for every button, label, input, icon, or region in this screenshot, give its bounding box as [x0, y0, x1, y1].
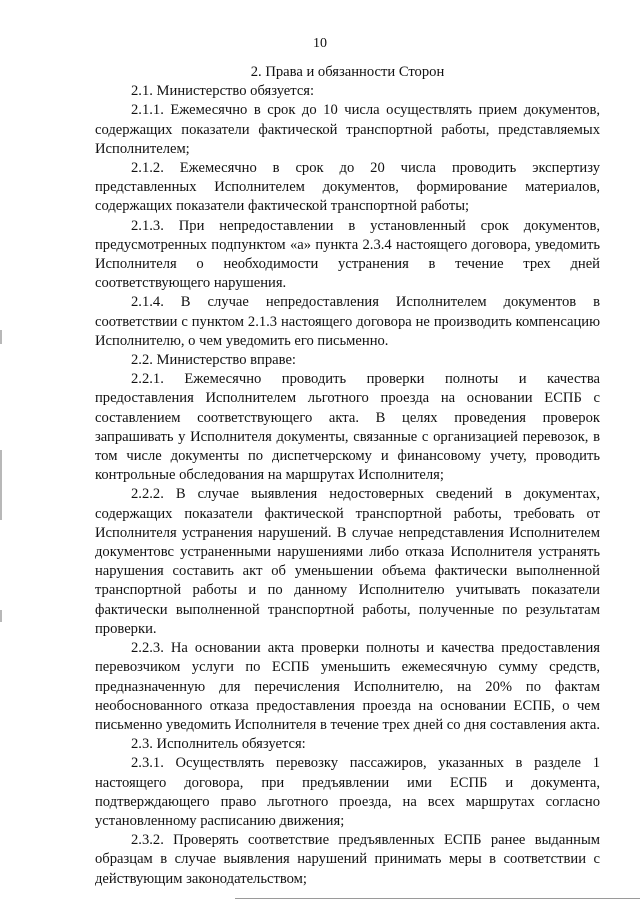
- paragraph-2-2-2: 2.2.2. В случае выявления недостоверных сведений в документах, содержащих показатели фактической транспортной работы, требовать от Исполнителя устранения нарушений. В случае непредставления Исполнителем документовс устраненными нарушениями либо отказа Исполнителя устранять нарушения составить акт об уменьшении объема фактически выполненной транспортной работы и по данному Исполнителю учитывать показатели фактически выполненной транспортной работы, полученные по результатам проверки.: [95, 486, 600, 637]
- section-title: 2. Права и обязанности Сторон: [250, 64, 445, 80]
- paragraph-2-3-1: 2.3.1. Осуществлять перевозку пассажиров, указанных в разделе 1 настоящего договора, при предъявлении ими ЕСПБ и документа, подтверждающего право льготного проезда, на всех маршрутах согласно установленному расписанию движения;: [95, 755, 600, 829]
- paragraph-2-1-1: 2.1.1. Ежемесячно в срок до 10 числа осуществлять прием документов, содержащих показатели фактической транспортной работы, представляемых Исполнителем;: [95, 102, 600, 157]
- paragraph-2-2: 2.2. Министерство вправе:: [131, 352, 296, 369]
- scan-artifact: [0, 330, 2, 344]
- page-number: 10: [313, 36, 327, 51]
- paragraph-2-1-2: 2.1.2. Ежемесячно в срок до 20 числа проводить экспертизу представленных Исполнителем документов, формирование материалов, содержащих показатели фактической транспортной работы;: [95, 160, 600, 215]
- scan-artifact: [0, 450, 2, 520]
- paragraph-2-1-4: 2.1.4. В случае непредоставления Исполнителем документов в соответствии с пунктом 2.1.3 настоящего договора не производить компенсацию Исполнителю, о чем уведомить его письменно.: [95, 294, 600, 349]
- paragraph-2-3-2: 2.3.2. Проверять соответствие предъявленных ЕСПБ ранее выданным образцам в случае выявления нарушений принимать меры в соответствии с действующим законодательством;: [95, 832, 600, 887]
- paragraph-2-1-3: 2.1.3. При непредоставлении в установленный срок документов, предусмотренных подпунктом «а» пункта 2.3.4 настоящего договора, уведомить Исполнителя о необходимости устранения в течение трех дней соответствующего нарушения.: [95, 217, 600, 292]
- paragraph-2-2-3: 2.2.3. На основании акта проверки полноты и качества предоставления перевозчиком услуги по ЕСПБ уменьшить ежемесячную сумму средств, предназначенную для перечисления Исполнителю, на 20% по фактам необоснованного отказа предоставления проезда на основании ЕСПБ, о чем письменно уведомить Исполнителя в течение трех дней со дня составления акта.: [95, 640, 600, 733]
- scan-artifact: [0, 610, 2, 622]
- paragraph-2-3: 2.3. Исполнитель обязуется:: [131, 736, 306, 753]
- paragraph-2-1: 2.1. Министерство обязуется:: [131, 83, 315, 100]
- document-body: [95, 63, 600, 889]
- scan-bottom-edge: [235, 898, 640, 899]
- paragraph-2-2-1: 2.2.1. Ежемесячно проводить проверки полноты и качества предоставления Исполнителем льготного проезда на основании ЕСПБ с составлением соответствующего акта. В целях проведения проверок запрашивать у Исполнителя документы, связанные с организацией перевозок, в том числе документы по диспетчерскому и финансовому учету, проводить контрольные обследования на маршрутах Исполнителя;: [95, 371, 600, 484]
